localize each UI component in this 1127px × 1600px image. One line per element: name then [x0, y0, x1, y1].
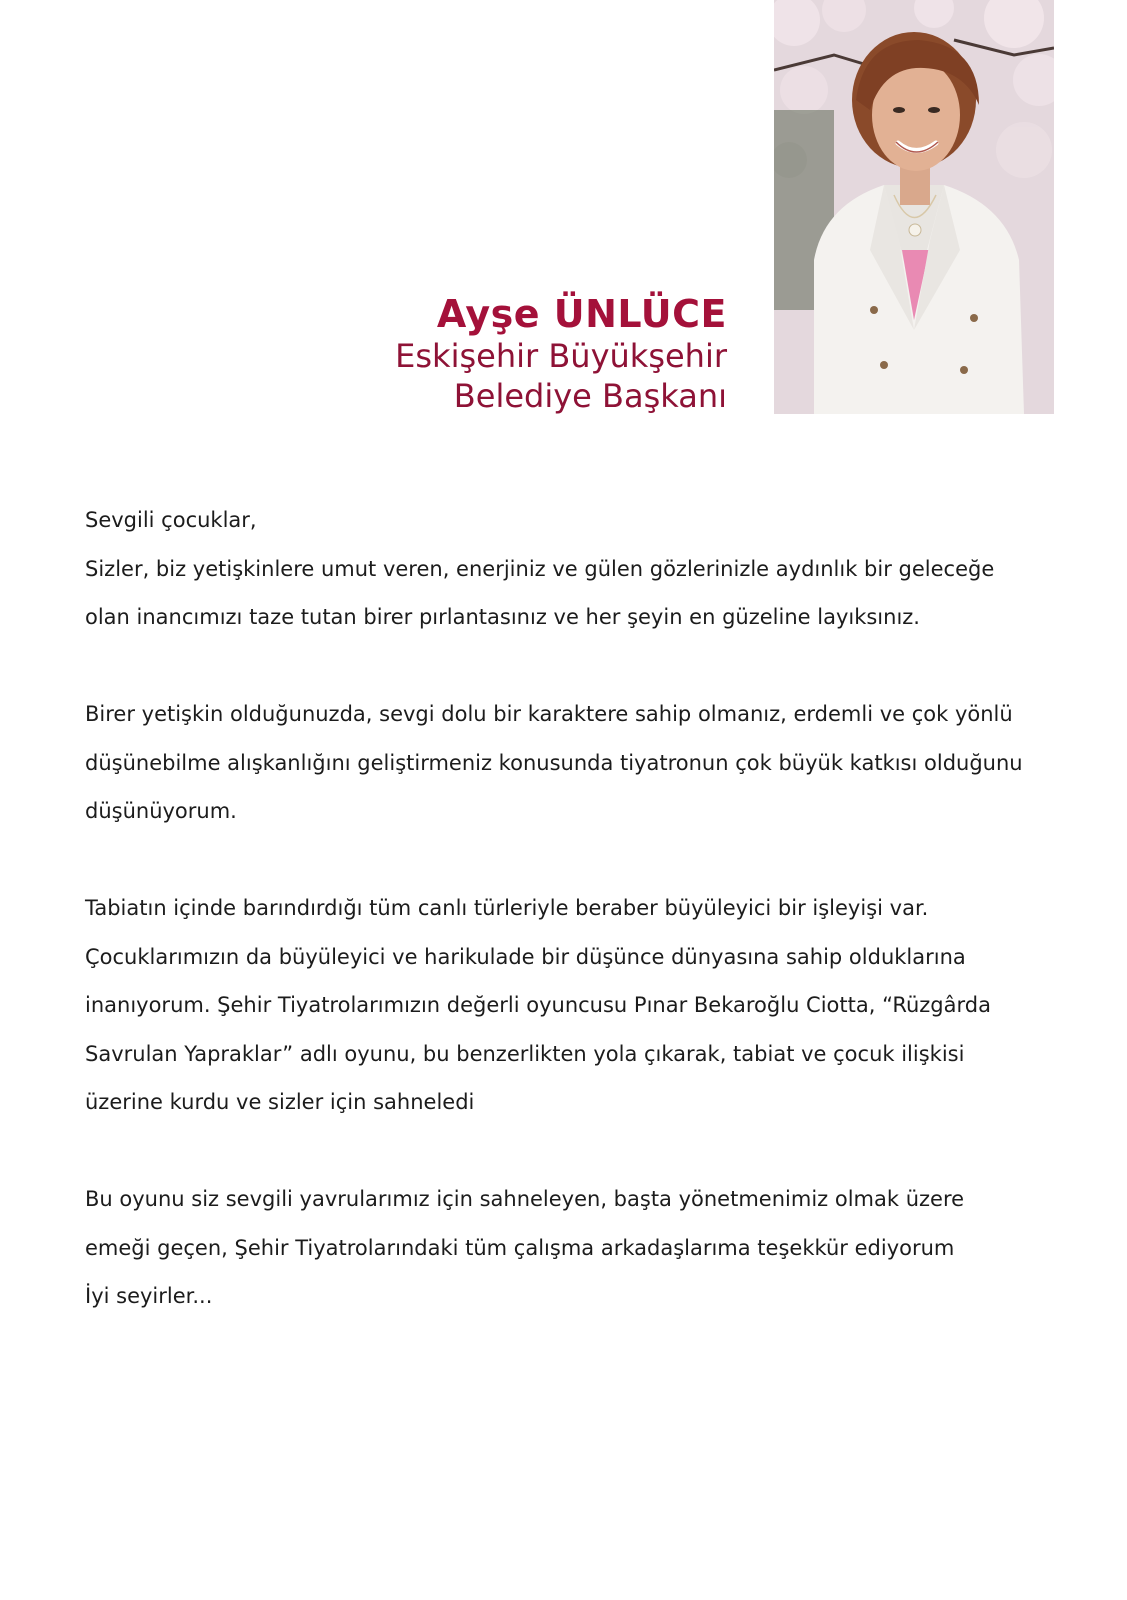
- letter-paragraph-2: [85, 690, 1075, 836]
- paragraph-line: Bu oyunu siz sevgili yavrularımız için sahneleyen, başta yönetmenimiz olmak üzere: [85, 1187, 965, 1211]
- paragraph-line: Sizler, biz yetişkinlere umut veren, enerjiniz ve gülen gözlerinizle aydınlık bir geleceğe: [85, 556, 995, 581]
- mayor-title-line-1: Eskişehir Büyükşehir: [395, 337, 727, 375]
- letter-paragraph-4: [85, 1175, 1075, 1321]
- paragraph-line: düşünebilme alışkanlığını geliştirmeniz konusunda tiyatronun çok büyük katkısı olduğunu: [85, 750, 1023, 775]
- closing-line: İyi seyirler...: [85, 1284, 213, 1308]
- portrait-photo: [774, 0, 1054, 414]
- paragraph-line: inanıyorum. Şehir Tiyatrolarımızın değerli oyuncusu Pınar Bekaroğlu Ciotta, “Rüzgârda: [85, 993, 991, 1017]
- letter-paragraph-3: [85, 884, 1075, 1127]
- letter-body: [85, 496, 1075, 1321]
- mayor-title-line-2: Belediye Başkanı: [453, 377, 727, 415]
- letter-greeting: Sevgili çocuklar,: [85, 508, 257, 532]
- paragraph-line: olan inancımızı taze tutan birer pırlantasınız ve her şeyin en güzeline layıksınız.: [85, 605, 920, 629]
- letter-paragraph-1: [85, 545, 1075, 642]
- signature-block: [395, 292, 727, 416]
- paragraph-line: Birer yetişkin olduğunuzda, sevgi dolu bir karaktere sahip olmanız, erdemli ve çok yönlü: [85, 702, 1013, 726]
- paragraph-line: üzerine kurdu ve sizler için sahneledi: [85, 1090, 475, 1114]
- paragraph-line: Çocuklarımızın da büyüleyici ve harikulade bir düşünce dünyasına sahip olduklarına: [85, 944, 966, 969]
- paragraph-line: Savrulan Yapraklar” adlı oyunu, bu benzerlikten yola çıkarak, tabiat ve çocuk ilişkisi: [85, 1041, 965, 1066]
- paragraph-line: düşünüyorum.: [85, 799, 237, 823]
- mayor-name: Ayşe ÜNLÜCE: [436, 292, 727, 336]
- paragraph-line: emeği geçen, Şehir Tiyatrolarındaki tüm çalışma arkadaşlarıma teşekkür ediyorum: [85, 1235, 955, 1260]
- paragraph-line: Tabiatın içinde barındırdığı tüm canlı türleriyle beraber büyüleyici bir işleyişi var.: [85, 896, 929, 920]
